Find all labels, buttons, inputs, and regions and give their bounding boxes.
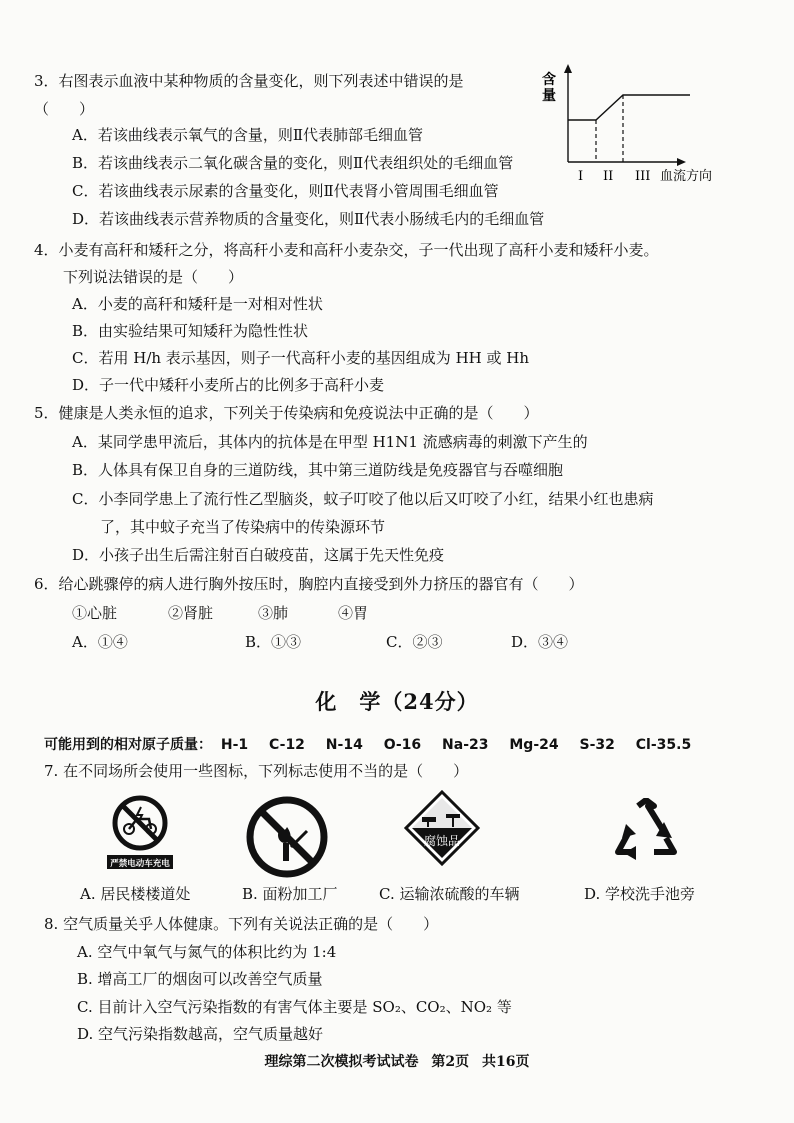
atomic-masses bbox=[44, 735, 691, 755]
mass-cl: Cl-35.5 bbox=[635, 737, 692, 753]
q7-option-a: A. 居民楼楼道处 bbox=[80, 885, 191, 903]
q5-stem: 5．健康是人类永恒的追求，下列关于传染病和免疫说法中正确的是（ ） bbox=[34, 404, 539, 422]
graph-xlabel: 血流方向 bbox=[660, 169, 713, 184]
footer-title: 理综第二次模拟考试试卷 bbox=[264, 1054, 419, 1070]
q5-option-b: B．人体具有保卫自身的三道防线，其中第三道防线是免疫器官与吞噬细胞 bbox=[72, 461, 564, 479]
graph-ylabel-1: 含 bbox=[542, 72, 556, 88]
atomic-masses-label: 可能用到的相对原子质量： bbox=[44, 737, 212, 753]
q6-option-a: A．①④ bbox=[72, 633, 128, 651]
graph-region-1: I bbox=[578, 169, 584, 184]
q5-option-c: C．小李同学患上了流行性乙型脑炎，蚊子叮咬了他以后又叮咬了小红，结果小红也患病 bbox=[72, 490, 654, 508]
q6-option-b: B．①③ bbox=[245, 633, 302, 651]
q8-option-b: B. 增高工厂的烟囱可以改善空气质量 bbox=[77, 970, 323, 988]
q6-item-4: ④胃 bbox=[338, 604, 369, 622]
q7-stem: 7. 在不同场所会使用一些图标，下列标志使用不当的是（ ） bbox=[44, 762, 469, 780]
q6-option-d: D．③④ bbox=[511, 633, 569, 651]
sign-c-text: 腐蚀品 bbox=[423, 834, 461, 848]
footer-page: 第2页 bbox=[431, 1054, 470, 1070]
q6-stem: 6．给心跳骤停的病人进行胸外按压时，胸腔内直接受到外力挤压的器官有（ ） bbox=[34, 575, 584, 593]
q3-option-b: B．若该曲线表示二氧化碳含量的变化，则Ⅱ代表组织处的毛细血管 bbox=[72, 154, 514, 172]
no-ebike-charging-sign-icon bbox=[105, 793, 175, 875]
q6-item-1: ①心脏 bbox=[72, 604, 118, 622]
q5-option-d: D．小孩子出生后需注射百白破疫苗，这属于先天性免疫 bbox=[72, 546, 445, 564]
mass-o: O-16 bbox=[383, 737, 422, 753]
graph-curve bbox=[568, 95, 690, 120]
q4-option-a: A．小麦的高秆和矮秆是一对相对性状 bbox=[72, 295, 323, 313]
graph-ylabel-2: 量 bbox=[542, 88, 556, 104]
q8-stem: 8. 空气质量关乎人体健康。下列有关说法正确的是（ ） bbox=[44, 915, 439, 933]
recycle-sign-icon bbox=[608, 798, 684, 870]
footer-total: 共16页 bbox=[482, 1054, 530, 1070]
sign-a-text: 严禁电动车充电 bbox=[110, 859, 170, 869]
graph-region-2: II bbox=[603, 169, 614, 184]
q4-option-d: D．子一代中矮秆小麦所占的比例多于高秆小麦 bbox=[72, 376, 385, 394]
q8-option-d: D. 空气污染指数越高，空气质量越好 bbox=[77, 1025, 324, 1043]
chem-section-title: 化 学（24分） bbox=[315, 689, 479, 714]
mass-n: N-14 bbox=[325, 737, 363, 753]
q3-option-a: A．若该曲线表示氧气的含量，则Ⅱ代表肺部毛细血管 bbox=[72, 126, 424, 144]
q4-stem2: 下列说法错误的是（ ） bbox=[63, 268, 244, 286]
mass-na: Na-23 bbox=[442, 737, 489, 753]
q7-option-b: B. 面粉加工厂 bbox=[242, 885, 338, 903]
q6-item-3: ③肺 bbox=[258, 604, 289, 622]
q4-option-b: B．由实验结果可知矮秆为隐性性状 bbox=[72, 322, 309, 340]
mass-h: H-1 bbox=[220, 737, 249, 753]
q3-option-c: C．若该曲线表示尿素的含量变化，则Ⅱ代表肾小管周围毛细血管 bbox=[72, 182, 499, 200]
mass-s: S-32 bbox=[579, 737, 615, 753]
no-fire-sign-icon bbox=[245, 795, 329, 879]
q3-option-d: D．若该曲线表示营养物质的含量变化，则Ⅱ代表小肠绒毛内的毛细血管 bbox=[72, 210, 545, 228]
page-footer bbox=[0, 1052, 794, 1072]
q7-option-c: C. 运输浓硫酸的车辆 bbox=[379, 885, 520, 903]
q3-graph bbox=[540, 62, 730, 187]
q8-option-c: C. 目前计入空气污染指数的有害气体主要是 SO₂、CO₂、NO₂ 等 bbox=[77, 998, 512, 1016]
mass-c: C-12 bbox=[269, 737, 305, 753]
q3-stem: 3．右图表示血液中某种物质的含量变化，则下列表述中错误的是 bbox=[34, 72, 464, 90]
q5-option-a: A．某同学患甲流后，其体内的抗体是在甲型 H1N1 流感病毒的刺激下产生的 bbox=[72, 433, 588, 451]
q8-option-a: A. 空气中氧气与氮气的体积比约为 1:4 bbox=[77, 943, 337, 961]
q7-option-d: D. 学校洗手池旁 bbox=[584, 885, 696, 903]
q6-item-2: ②肾脏 bbox=[168, 604, 214, 622]
corrosive-sign-icon bbox=[404, 790, 480, 866]
graph-region-3: III bbox=[635, 169, 651, 184]
mass-mg: Mg-24 bbox=[509, 737, 559, 753]
q3-paren: （ ） bbox=[34, 100, 95, 118]
q6-option-c: C．②③ bbox=[386, 633, 443, 651]
q4-option-c: C．若用 H/h 表示基因，则子一代高秆小麦的基因组成为 HH 或 Hh bbox=[72, 349, 530, 367]
q4-stem: 4．小麦有高秆和矮秆之分，将高秆小麦和高秆小麦杂交，子一代出现了高秆小麦和矮秆小麦。 bbox=[34, 241, 659, 259]
q5-option-c-cont: 了，其中蚊子充当了传染病中的传染源环节 bbox=[100, 518, 386, 536]
